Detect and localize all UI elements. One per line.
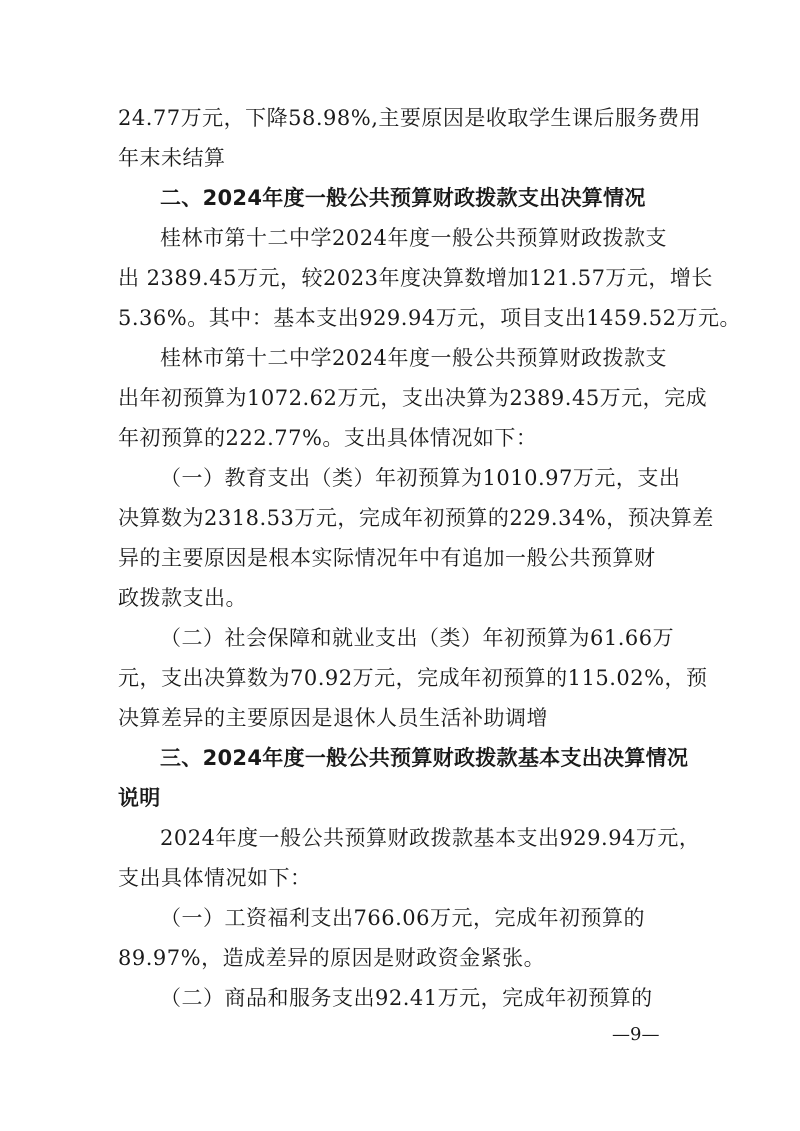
section-heading-3-continued: 说明 <box>118 786 161 810</box>
paragraph-line: 出年初预算为1072.62万元，支出决算为2389.45万元，完成 <box>118 386 708 410</box>
paragraph-line: 年初预算的222.77%。支出具体情况如下： <box>118 426 538 450</box>
paragraph-line: （一）教育支出（类）年初预算为1010.97万元，支出 <box>160 466 681 490</box>
paragraph-line: 政拨款支出。 <box>118 586 247 610</box>
paragraph-line: 支出具体情况如下： <box>118 866 312 890</box>
paragraph-line: （一）工资福利支出766.06万元，完成年初预算的 <box>160 906 645 930</box>
paragraph-line: （二）社会保障和就业支出（类）年初预算为61.66万 <box>160 626 675 650</box>
paragraph-line: 5.36%。其中：基本支出929.94万元，项目支出1459.52万元。 <box>118 306 742 330</box>
paragraph-line: 24.77万元，下降58.98%,主要原因是收取学生课后服务费用 <box>118 106 701 130</box>
page-number: —9— <box>612 1024 660 1045</box>
paragraph-line: 出 2389.45万元，较2023年度决算数增加121.57万元，增长 <box>118 266 713 290</box>
paragraph-line: （二）商品和服务支出92.41万元，完成年初预算的 <box>160 986 653 1010</box>
paragraph-line: 元，支出决算数为70.92万元，完成年初预算的115.02%，预 <box>118 666 708 690</box>
section-heading-2: 二、2024年度一般公共预算财政拨款支出决算情况 <box>160 186 646 210</box>
paragraph-line: 决算数为2318.53万元，完成年初预算的229.34%，预决算差 <box>118 506 714 530</box>
paragraph-line: 年末未结算 <box>118 146 226 170</box>
paragraph-line: 89.97%，造成差异的原因是财政资金紧张。 <box>118 946 546 970</box>
paragraph-line: 决算差异的主要原因是退休人员生活补助调增 <box>118 706 548 730</box>
paragraph-line: 桂林市第十二中学2024年度一般公共预算财政拨款支 <box>160 346 667 370</box>
paragraph-line: 桂林市第十二中学2024年度一般公共预算财政拨款支 <box>160 226 667 250</box>
paragraph-line: 2024年度一般公共预算财政拨款基本支出929.94万元， <box>160 826 701 850</box>
section-heading-3: 三、2024年度一般公共预算财政拨款基本支出决算情况 <box>160 746 689 770</box>
paragraph-line: 异的主要原因是根本实际情况年中有追加一般公共预算财 <box>118 546 656 570</box>
